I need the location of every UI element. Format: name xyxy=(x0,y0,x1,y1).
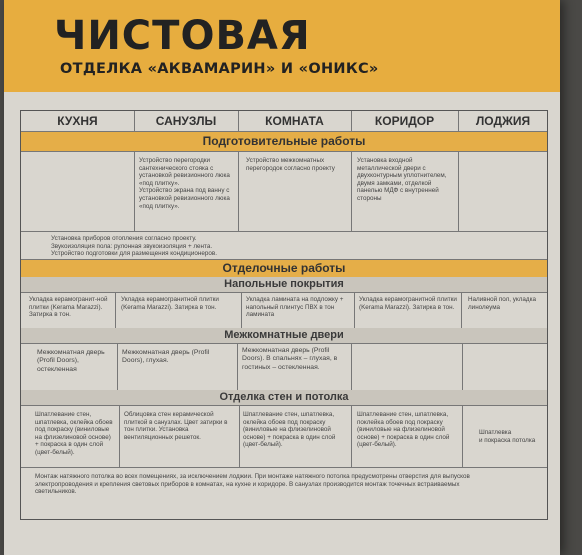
doors-kitchen-text: Межкомнатная дверь (Profil Doors), остекленная xyxy=(37,349,105,373)
col-header-loggia: ЛОДЖИЯ xyxy=(475,114,531,128)
floor-corridor-text: Укладка керамогранитной плитки (Kerama Marazzi). Затирка в тон. xyxy=(359,296,457,311)
page-title: ЧИСТОВАЯ xyxy=(54,13,311,59)
col-header-room: КОМНАТА xyxy=(265,114,324,128)
doors-room-text: Межкомнатная дверь (Profil Doors). В спальнях – глухая, в гостиных – остекленная. xyxy=(242,347,338,371)
prep-bathrooms-text: Устройство перегородки сантехнического стояка с установкой ревизионного люка «под плитку». Устройство экрана под ванну с установкой ревизионного люка «под плитку». xyxy=(139,157,230,210)
walls-corridor-text: Шпатлевание стен, шпатлевка, поклейка обоев под покраску (виниловые на флизелиновой основе) + покраска в один слой (цвет-белый). xyxy=(357,411,450,449)
floor-room-text: Укладка ламината на подложку + напольный плинтус ПВХ в тон ламината xyxy=(246,296,344,319)
subsection-title-walls: Отделка стен и потолка xyxy=(21,390,547,405)
finishing-table xyxy=(20,110,548,520)
ceiling-note-text: Монтаж натяжного потолка во всех помещениях, за исключением лоджии. При монтаже натяжного потолка предусмотрены отверстия для выпусков электропроводения и крепления световых приборов в комнатах, на кухне и коридоре. В санузлах производится монтаж точечных встраиваемых светильников. xyxy=(35,473,470,496)
page-subtitle: ОТДЕЛКА «АКВАМАРИН» И «ОНИКС» xyxy=(60,61,379,77)
floor-bathrooms-text: Укладка керамогранитной плитки (Kerama Marazzi). Затирка в тон. xyxy=(121,296,219,311)
col-header-bathrooms: САНУЗЛЫ xyxy=(155,114,217,128)
prep-corridor-text: Установка входной металлической двери с двухконтурным уплотнителем, двумя замками, отделкой панелью МДФ с внутренней стороны xyxy=(357,157,447,202)
doors-bathrooms-text: Межкомнатная дверь (Profil Doors), глухая. xyxy=(122,349,210,365)
prep-common-text: Установка приборов отопления согласно проекту. Звукоизоляция пола: рулонная звукоизоляция + лента. Устройство подготовки для размещения кондиционеров. xyxy=(51,235,217,258)
col-header-kitchen: КУХНЯ xyxy=(57,114,98,128)
section-title-prep: Подготовительные работы xyxy=(21,132,547,151)
walls-bathrooms-text: Облицовка стен керамической плиткой в санузлах. Цвет затирки в тон плитки. Установка вентиляционных решеток. xyxy=(124,411,228,441)
walls-room-text: Шпатлевание стен, шпатлевка, оклейка обоев под покраску (виниловые на флизелиновой основе) + покраска в один слой (цвет-белый). xyxy=(243,411,336,449)
col-header-corridor: КОРИДОР xyxy=(374,114,435,128)
floor-kitchen-text: Укладка керамогранит-ной плитки (Kerama Marazzi). Затирка в тон. xyxy=(29,296,108,319)
document-page xyxy=(4,0,560,555)
prep-room-text: Устройство межкомнатных перегородок согласно проекту xyxy=(246,157,335,172)
subsection-title-doors: Межкомнатные двери xyxy=(21,328,547,343)
walls-kitchen-text: Шпатлевание стен, шпатлевка, оклейка обоев под покраску (виниловые на флизелиновой основе) + покраска в один слой (цвет-белый). xyxy=(35,411,113,456)
floor-loggia-text: Наливной пол, укладка линолеума xyxy=(468,296,536,311)
walls-loggia-text: Шпатлевка и покраска потолка xyxy=(479,429,536,444)
section-title-finish: Отделочные работы xyxy=(21,260,547,277)
header-band xyxy=(4,0,560,92)
subsection-title-floor: Напольные покрытия xyxy=(21,277,547,292)
